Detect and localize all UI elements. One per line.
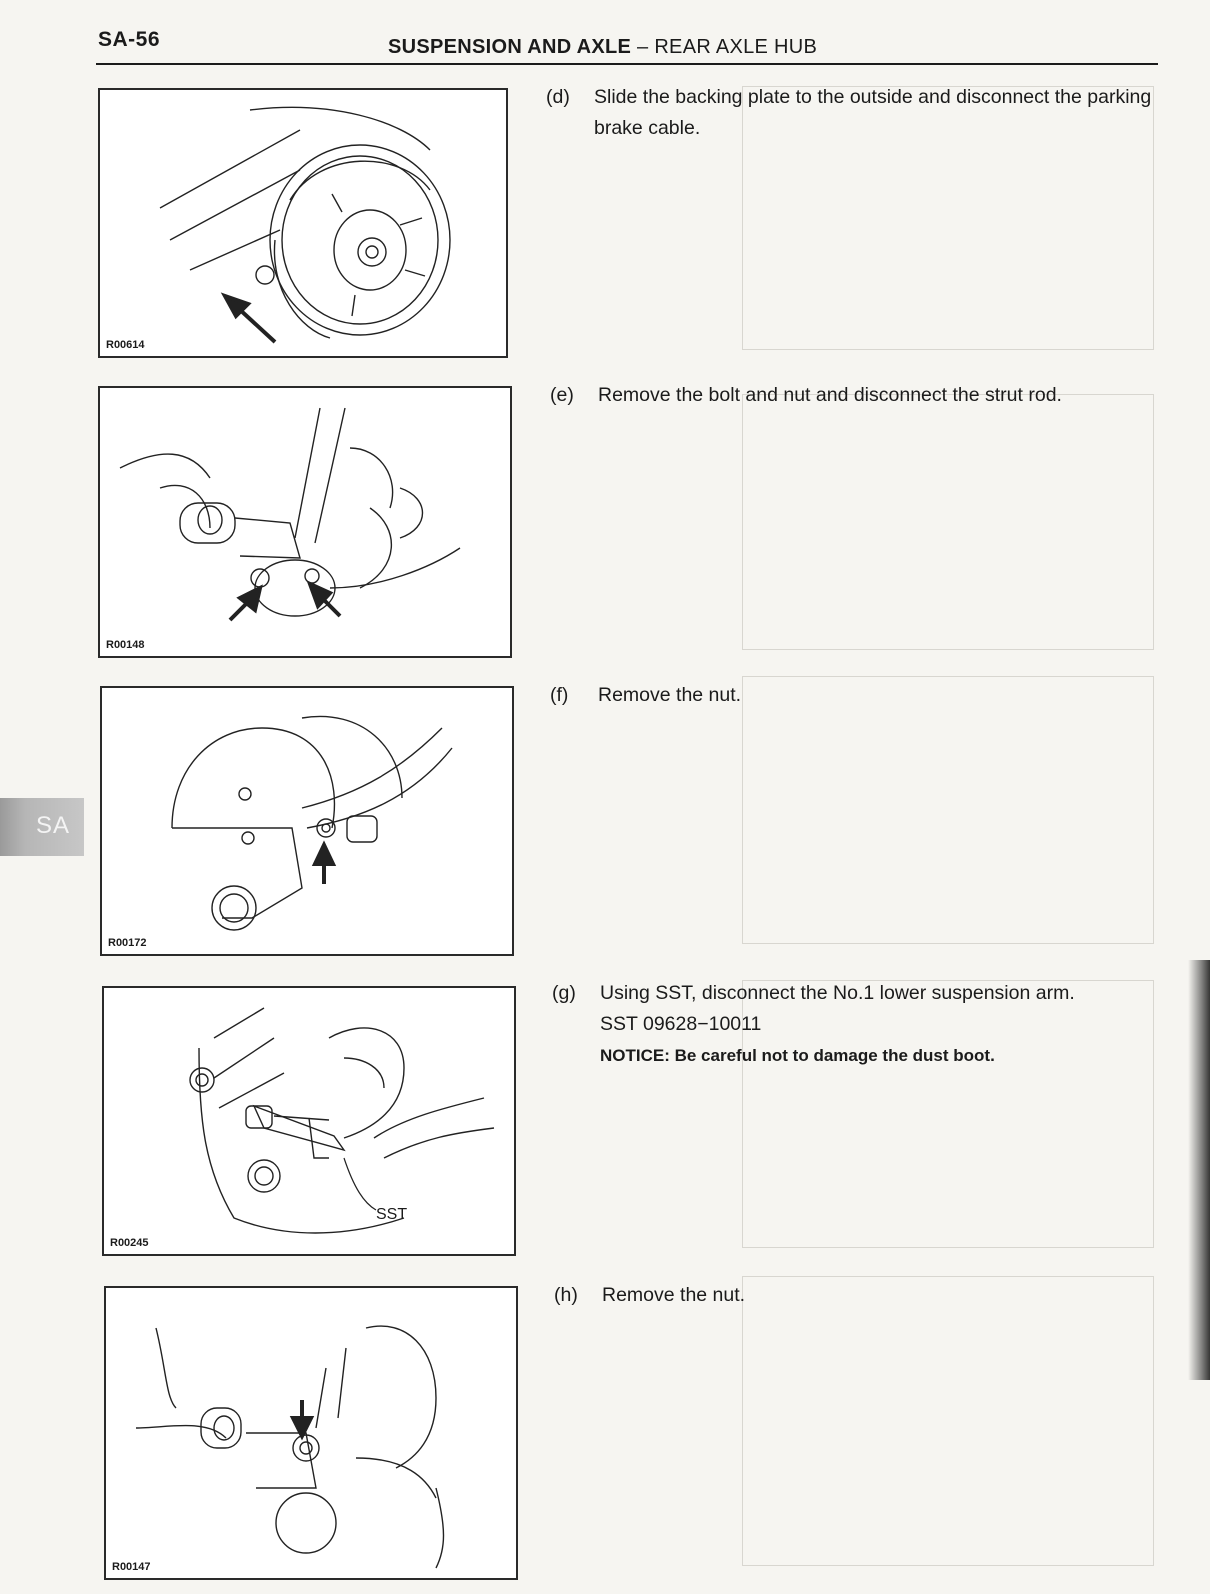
backing-plate-illustration xyxy=(100,90,506,356)
subsection-title: REAR AXLE HUB xyxy=(654,36,818,58)
section-tab xyxy=(0,798,84,856)
step-marker: (e) xyxy=(550,384,574,406)
step-text: Remove the bolt and nut and disconnect the strut rod. xyxy=(598,384,1062,406)
figure-nut-h xyxy=(104,1286,518,1580)
figure-nut-f xyxy=(100,686,514,956)
sst-number: SST 09628−10011 xyxy=(600,1013,762,1035)
title-dash: – xyxy=(637,36,649,58)
figure-sst xyxy=(102,986,516,1256)
step-marker: (g) xyxy=(552,982,576,1004)
notice-text: NOTICE: Be careful not to damage the dust boot. xyxy=(600,1046,995,1065)
nut-illustration xyxy=(106,1288,516,1578)
figure-code: R00614 xyxy=(106,339,145,351)
bleed-through-frame xyxy=(742,1276,1154,1566)
header-rule xyxy=(96,63,1158,65)
page-title xyxy=(388,36,817,59)
sst-illustration xyxy=(104,988,514,1254)
step-text: Remove the nut. xyxy=(602,1284,746,1306)
step-text: Remove the nut. xyxy=(598,684,742,706)
step-marker: (d) xyxy=(546,86,570,108)
section-title: SUSPENSION AND AXLE xyxy=(388,36,632,58)
figure-backing-plate xyxy=(98,88,508,358)
bleed-through-frame xyxy=(742,676,1154,944)
figure-code: R00245 xyxy=(110,1237,149,1249)
step-marker: (h) xyxy=(554,1284,578,1306)
step-body xyxy=(600,978,1160,1071)
figure-code: R00172 xyxy=(108,937,147,949)
step-marker: (f) xyxy=(550,684,569,706)
section-tab-label: SA xyxy=(35,812,70,839)
figure-code: R00147 xyxy=(112,1561,151,1573)
page-code: SA-56 xyxy=(98,28,161,51)
step-text: Slide the backing plate to the outside and disconnect the parking brake cable. xyxy=(594,86,1152,139)
scan-edge-shadow xyxy=(1188,960,1210,1380)
strut-rod-illustration xyxy=(100,388,510,656)
bleed-through-frame xyxy=(742,394,1154,650)
figure-callout-sst: SST xyxy=(376,1206,408,1223)
step-text: Using SST, disconnect the No.1 lower suspension arm. xyxy=(600,982,1075,1004)
figure-code: R00148 xyxy=(106,639,145,651)
nut-illustration xyxy=(102,688,512,954)
figure-strut-rod xyxy=(98,386,512,658)
